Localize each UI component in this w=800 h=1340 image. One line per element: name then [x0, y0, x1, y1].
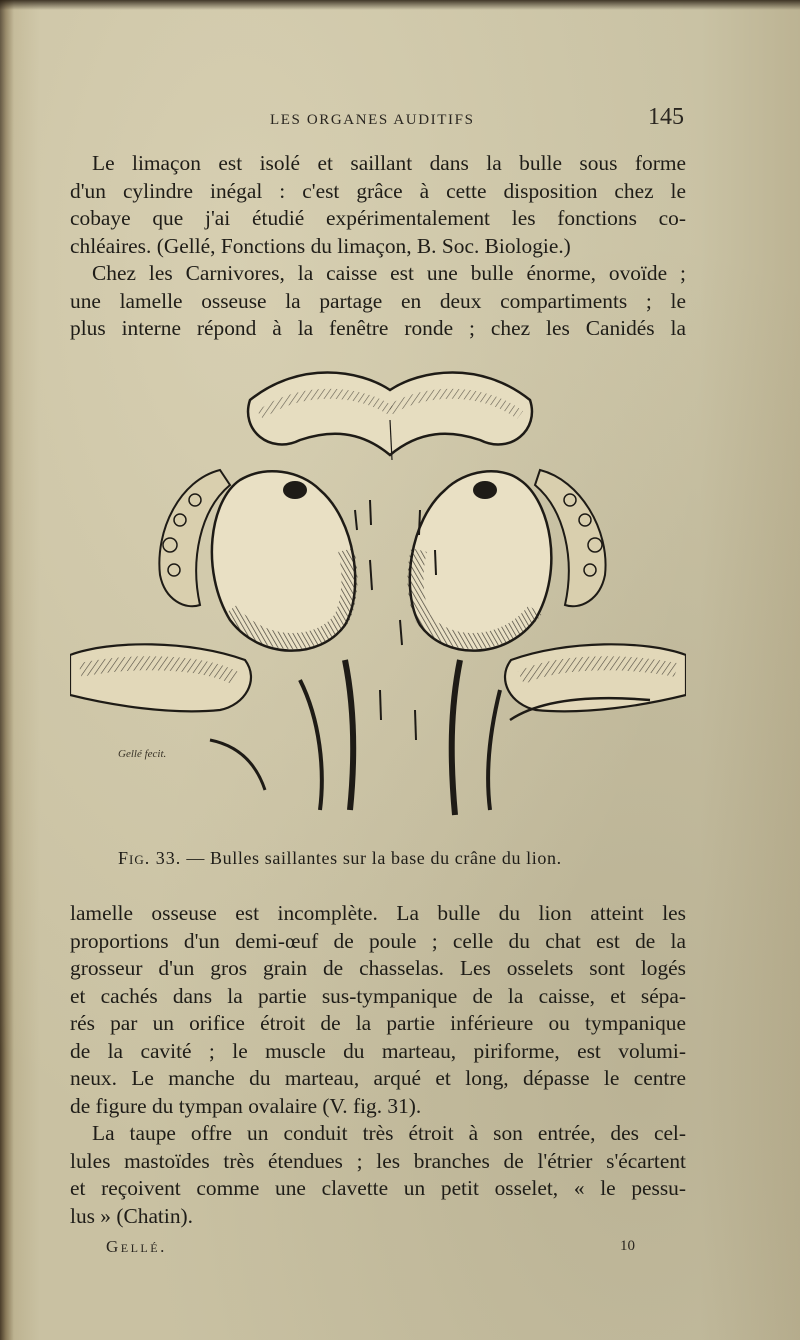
paragraph-3	[70, 900, 686, 1120]
saddle-bone	[248, 373, 532, 456]
signature-mark: 10	[620, 1238, 635, 1254]
text-line: une lamelle osseuse la partage en deux compartiments ; le	[70, 288, 686, 313]
text-line: rés par un orifice étroit de la partie inférieure ou tympanique	[70, 1011, 686, 1035]
text-line: et reçoivent comme une clavette un petit osselet, « le pessu-	[70, 1176, 686, 1200]
paragraph-4-cont	[70, 1148, 686, 1231]
right-foramen	[473, 481, 497, 499]
text-block-top	[70, 150, 686, 343]
text-line: proportions d'un demi-œuf de poule ; celle du chat est de la	[70, 928, 686, 953]
text-line: Le limaçon est isolé et saillant dans la bulle sous forme	[92, 151, 686, 175]
text-line: et cachés dans la partie sus-tympanique de la caisse, et sépa-	[70, 983, 686, 1008]
text-line: de figure du tympan ovalaire (V. fig. 31).	[70, 1093, 422, 1118]
text-line: cobaye que j'ai étudié expérimentalement les fonctions co-	[70, 206, 686, 230]
text-line: neux. Le manche du marteau, arqué et long, dépasse le centre	[70, 1066, 686, 1090]
figure-label: Fig. 33.	[118, 848, 182, 868]
text-line: La taupe offre un conduit très étroit à son entrée, des cel-	[92, 1121, 686, 1145]
paragraph-1	[70, 150, 686, 178]
figure-caption-text: — Bulles saillantes sur la base du crâne du lion.	[186, 848, 562, 868]
engraver-signature: Gellé fecit.	[118, 748, 167, 760]
left-foramen	[283, 481, 307, 499]
text-line: plus interne répond à la fenêtre ronde ; chez les Canidés la	[70, 316, 686, 340]
text-line: d'un cylindre inégal : c'est grâce à cette disposition chez le	[70, 178, 686, 203]
paragraph-4	[70, 1120, 686, 1148]
text-line: lus » (Chatin).	[70, 1203, 193, 1228]
text-line: lamelle osseuse est incomplète. La bulle du lion atteint les	[70, 901, 686, 925]
text-line: Chez les Carnivores, la caisse est une bulle énorme, ovoïde ;	[92, 261, 686, 285]
text-line: chléaires. (Gellé, Fonctions du limaçon, B. Soc. Biologie.)	[70, 233, 571, 258]
text-line: lules mastoïdes très étendues ; les branches de l'étrier s'écartent	[70, 1148, 686, 1173]
running-head: LES ORGANES AUDITIFS	[270, 112, 475, 128]
figure-caption	[118, 848, 562, 869]
paragraph-1-cont	[70, 178, 686, 261]
text-line: grosseur d'un gros grain de chasselas. Les osselets sont logés	[70, 956, 686, 980]
page-edge-shadow	[0, 0, 800, 10]
footer-author: Gellé.	[106, 1237, 167, 1256]
text-line: de la cavité ; le muscle du marteau, piriforme, est volumi-	[70, 1038, 686, 1063]
page-number: 145	[648, 104, 684, 130]
paragraph-2	[70, 260, 686, 288]
text-block-bottom	[70, 900, 686, 1230]
paragraph-2-cont	[70, 288, 686, 343]
